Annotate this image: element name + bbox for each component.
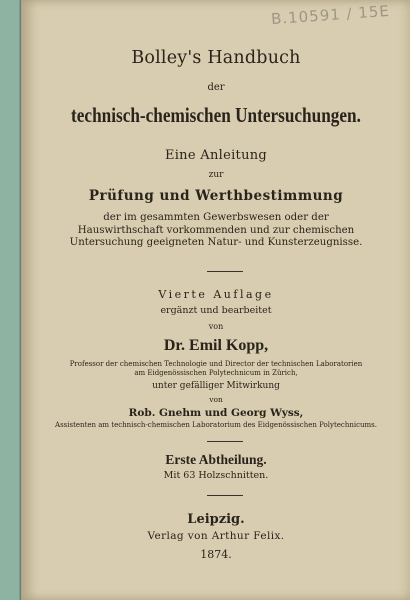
title-page [22, 0, 410, 600]
illustrations-note: Mit 63 Holzschnitten. [163, 470, 269, 481]
title-line-1: Bolley's Handbuch [131, 48, 301, 68]
edition-by: von [208, 322, 224, 331]
divider-rule [207, 441, 243, 442]
book-spine-cloth [0, 0, 21, 600]
collaborators-by: von [209, 395, 223, 404]
subtitle-line-1: Eine Anleitung [164, 148, 268, 163]
author-name: Dr. Emil Kopp, [163, 337, 269, 354]
imprint-year: 1874. [200, 548, 232, 561]
collaborators-affiliation: Assistenten am technisch-chemischen Laboratorium des Eidgenössischen Polytechnicums. [55, 421, 377, 429]
divider-rule [207, 271, 243, 272]
collaborators-intro: unter gefälliger Mitwirkung [152, 381, 280, 391]
title-connector: der [207, 82, 225, 93]
imprint-publisher: Verlag von Arthur Felix. [147, 530, 285, 542]
author-affiliation [22, 360, 410, 378]
edition-label: Vierte Auflage [158, 288, 274, 301]
collaborators-names: Rob. Gnehm und Georg Wyss, [128, 407, 304, 419]
main-title: technisch-chemischen Untersuchungen. [71, 103, 361, 127]
edition-note: ergänzt und bearbeitet [160, 305, 272, 316]
part-label: Erste Abtheilung. [165, 452, 267, 467]
author-affiliation-line-1: Professor der chemischen Technologie und Director der technischen Laboratorien [69, 360, 363, 368]
pencil-annotation: B.10591 / 15E [270, 1, 391, 29]
subtitle-line-2: Prüfung und Werthbestimmung [88, 188, 344, 204]
subtitle-connector: zur [208, 170, 224, 180]
imprint-city: Leipzig. [187, 512, 245, 527]
divider-rule [207, 495, 243, 496]
subtitle-description: der im gesammten Gewerbswesen oder der Hauswirthschaft vorkommenden und zur chemischen Untersuchung geeigneten Natur- und Kunsterzeugnisse. [69, 212, 363, 248]
author-affiliation-line-2: am Eidgenössischen Polytechnicum in Zürich, [134, 369, 298, 377]
